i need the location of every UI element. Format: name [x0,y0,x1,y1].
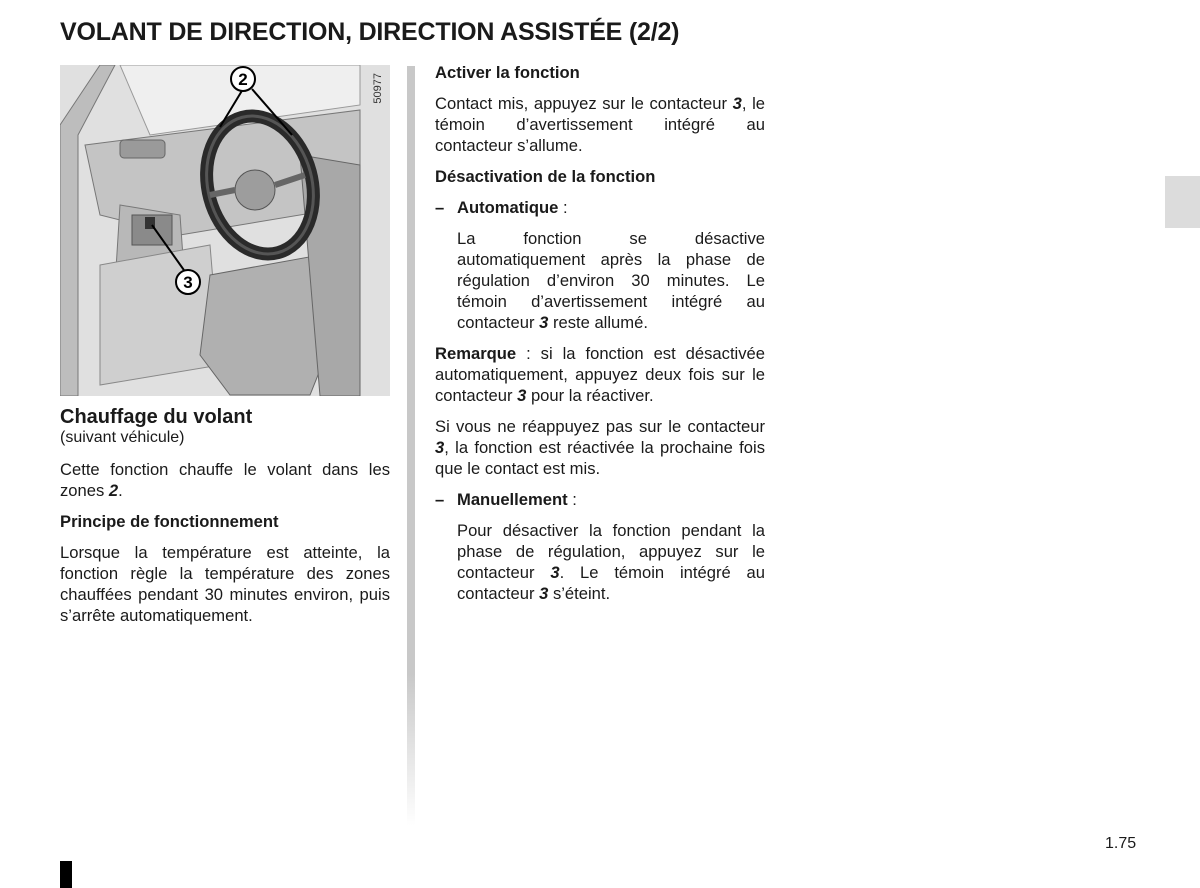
reactivation-paragraph: Si vous ne réappuyez pas sur le contacteur 3, la fonction est réactivée la prochaine fois que le contact est mis. [435,417,765,478]
manual-item: – Manuellement : [435,490,577,509]
principle-heading: Principe de fonctionnement [60,512,279,531]
automatic-item: – Automatique : [435,198,568,217]
remark-paragraph: Remarque : si la fonction est désactivée automatiquement, appuyez deux fois sur le contacteur 3 pour la réactiver. [435,344,765,405]
page-number: 1.75 [1105,835,1137,852]
section-subnote: (suivant véhicule) [60,429,185,446]
activate-heading: Activer la fonction [435,63,580,82]
car-interior-drawing [60,65,390,396]
callout-2 [231,67,255,91]
deactivation-heading: Désactivation de la fonction [435,167,656,186]
chapter-tab [1165,176,1200,228]
intro-paragraph: Cette fonction chauffe le volant dans les zones 2. [60,460,390,500]
callout-3 [176,270,200,294]
section-heading: Chauffage du volant [60,406,253,428]
page-title: VOLANT DE DIRECTION, DIRECTION ASSISTÉE (2/2) [60,18,680,46]
svg-text:2: 2 [238,70,248,89]
figure-code: 50977 [372,73,384,104]
column-divider [407,66,415,826]
principle-paragraph: Lorsque la température est atteinte, la fonction règle la température des zones chauffées pendant 30 minutes environ, puis s’arrête automatiquement. [60,543,390,625]
left-column [60,65,390,636]
svg-text:3: 3 [183,273,193,292]
activate-paragraph: Contact mis, appuyez sur le contacteur 3, le témoin d’avertissement intégré au contacteur s’allume. [435,94,766,155]
corner-mark [60,861,72,888]
right-column [435,62,765,614]
manual-paragraph: Pour désactiver la fonction pendant la phase de régulation, appuyez sur le contacteur 3. Le témoin intégré au contacteur 3 s’éteint. [457,521,765,603]
steering-wheel-illustration [60,65,390,396]
automatic-paragraph: La fonction se désactive automatiquement après la phase de régulation d’environ 30 minutes. Le témoin d’avertissement intégré au contacteur 3 reste allumé. [457,229,765,332]
